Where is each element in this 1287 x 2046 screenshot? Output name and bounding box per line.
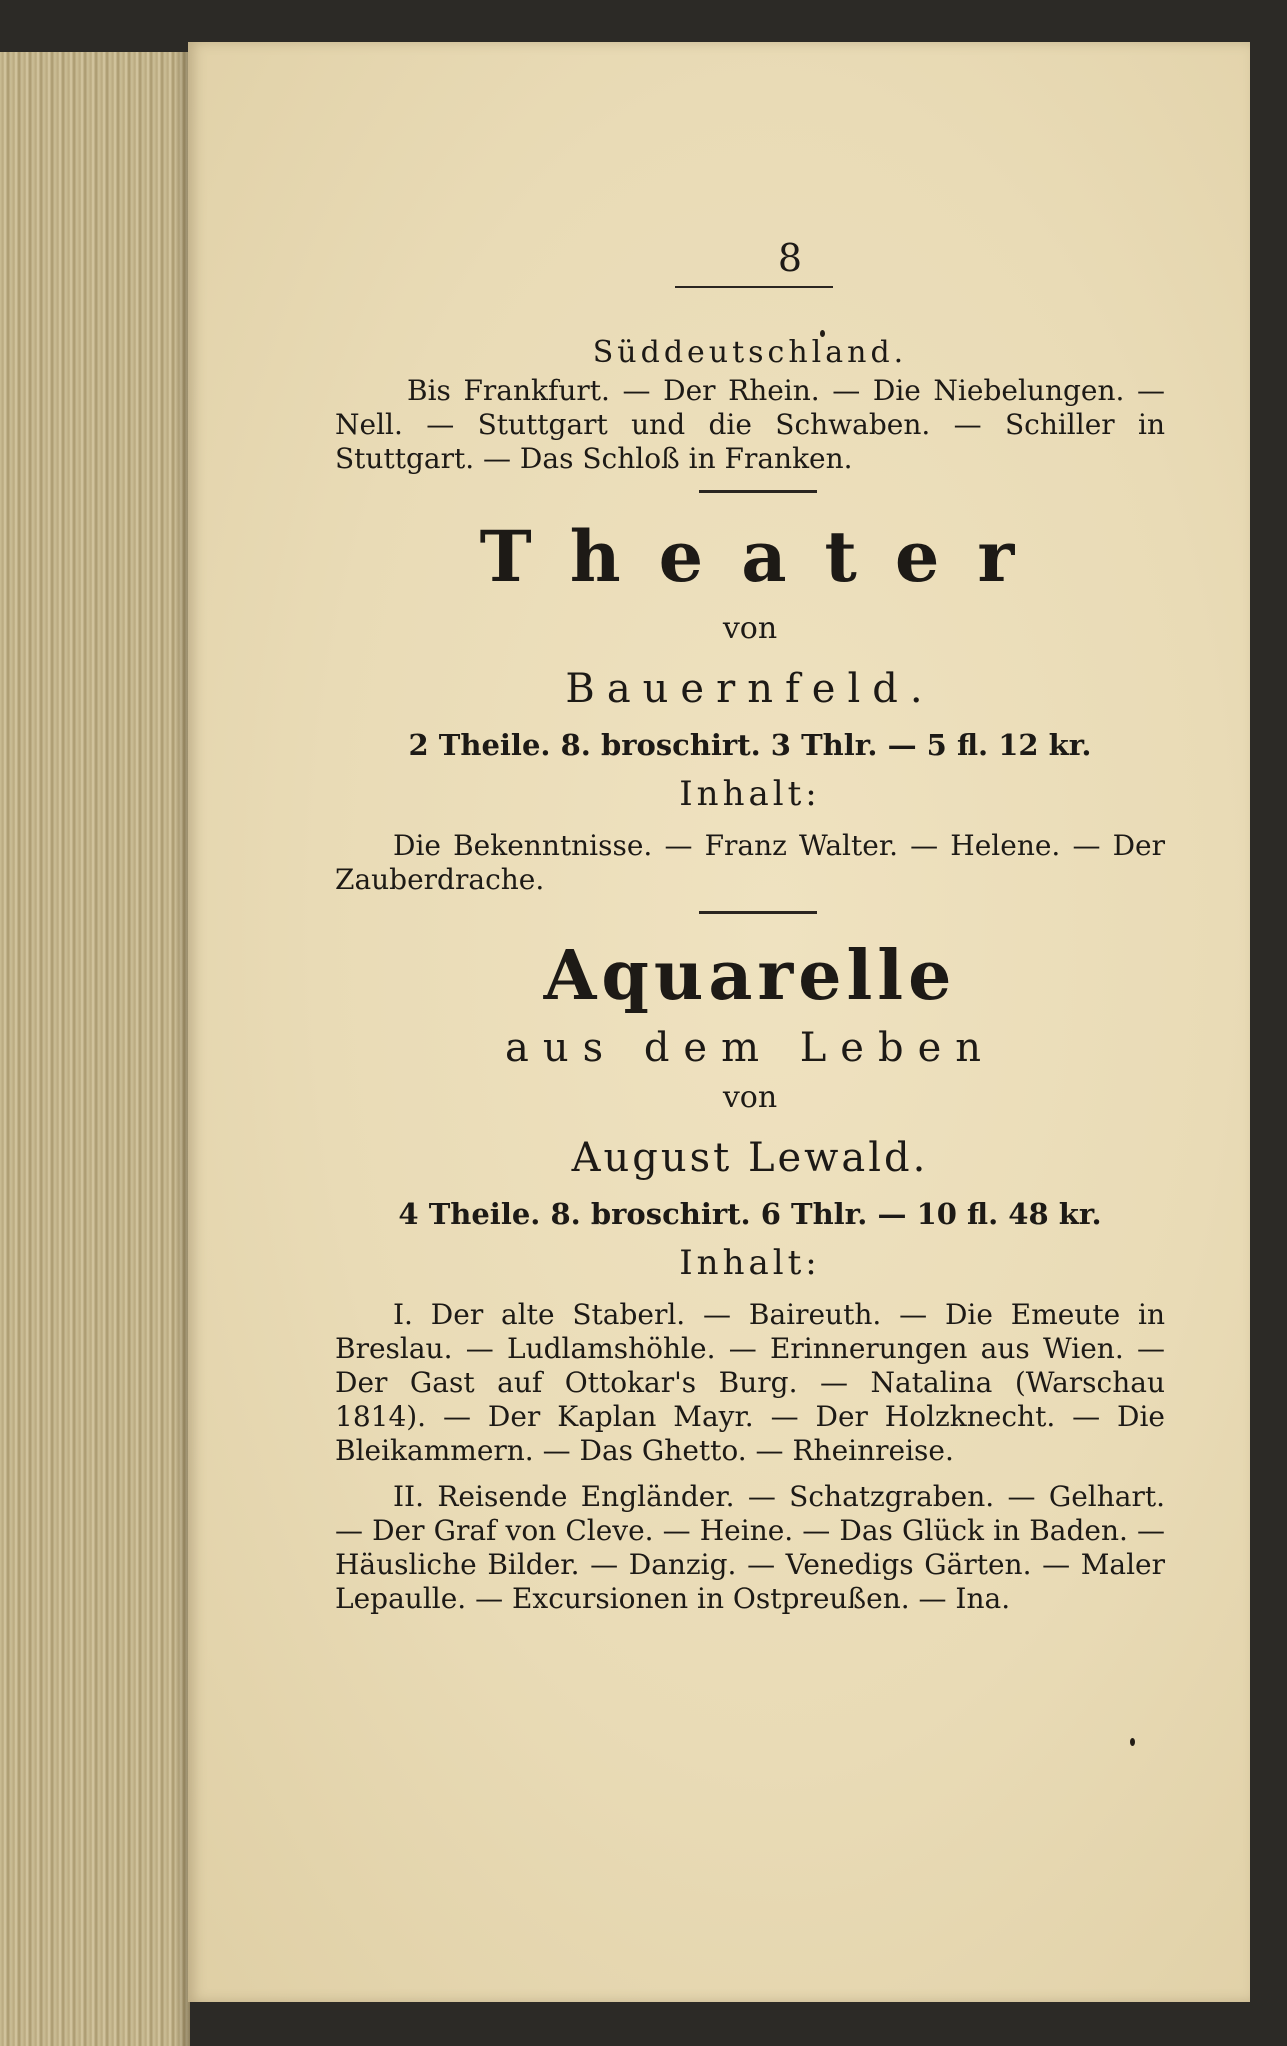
section-divider [699,911,817,914]
theater-von: von [722,611,778,646]
section-divider [699,490,817,493]
page-number-rule [675,286,833,288]
aquarelle-author: August Lewald. [571,1135,929,1181]
aquarelle-inhalt-label: Inhalt: [679,1243,821,1283]
aquarelle-part-2: II. Reisende Engländer. — Schatzgraben. — Gelhart. — Der Graf von Cleve. — Heine. — Das Glück in Baden. — Häusliche Bilder. — Danzig. — Venedigs Gärten. — Maler Lepaulle. — Excursionen in Ostpreußen. — Ina. [335,1480,1165,1615]
page-number: 8 [777,236,803,280]
aquarelle-title: Aquarelle [543,936,957,1016]
ink-speck [1130,1738,1135,1746]
aquarelle-von: von [722,1080,778,1115]
sueddeutschland-contents: Bis Frankfurt. — Der Rhein. — Die Niebelungen. — Nell. — Stuttgart und die Schwaben. — Schiller in Stuttgart. — Das Schloß in Franken. [335,374,1165,475]
book-page-edges [0,52,190,2046]
theater-pubinfo: 2 Theile. 8. broschirt. 3 Thlr. — 5 fl. 12 kr. [408,728,1092,762]
sueddeutschland-heading: Süddeutschland. [592,335,908,370]
aquarelle-part-1: I. Der alte Staberl. — Baireuth. — Die Emeute in Breslau. — Ludlamshöhle. — Erinnerungen aus Wien. — Der Gast auf Ottokar's Burg. — Natalina (Warschau 1814). — Der Kaplan Mayr. — Der Holzknecht. — Die Bleikammern. — Das Ghetto. — Rheinreise. [335,1298,1165,1467]
theater-author: Bauernfeld. [565,666,935,712]
page-text [335,236,1165,1628]
theater-inhalt-label: Inhalt: [679,774,821,814]
theater-contents: Die Bekenntnisse. — Franz Walter. — Helene. — Der Zauberdrache. [335,829,1165,896]
aquarelle-pubinfo: 4 Theile. 8. broschirt. 6 Thlr. — 10 fl. 48 kr. [398,1197,1102,1231]
theater-title: Theater [479,515,1053,598]
aquarelle-subtitle: aus dem Leben [504,1025,996,1071]
